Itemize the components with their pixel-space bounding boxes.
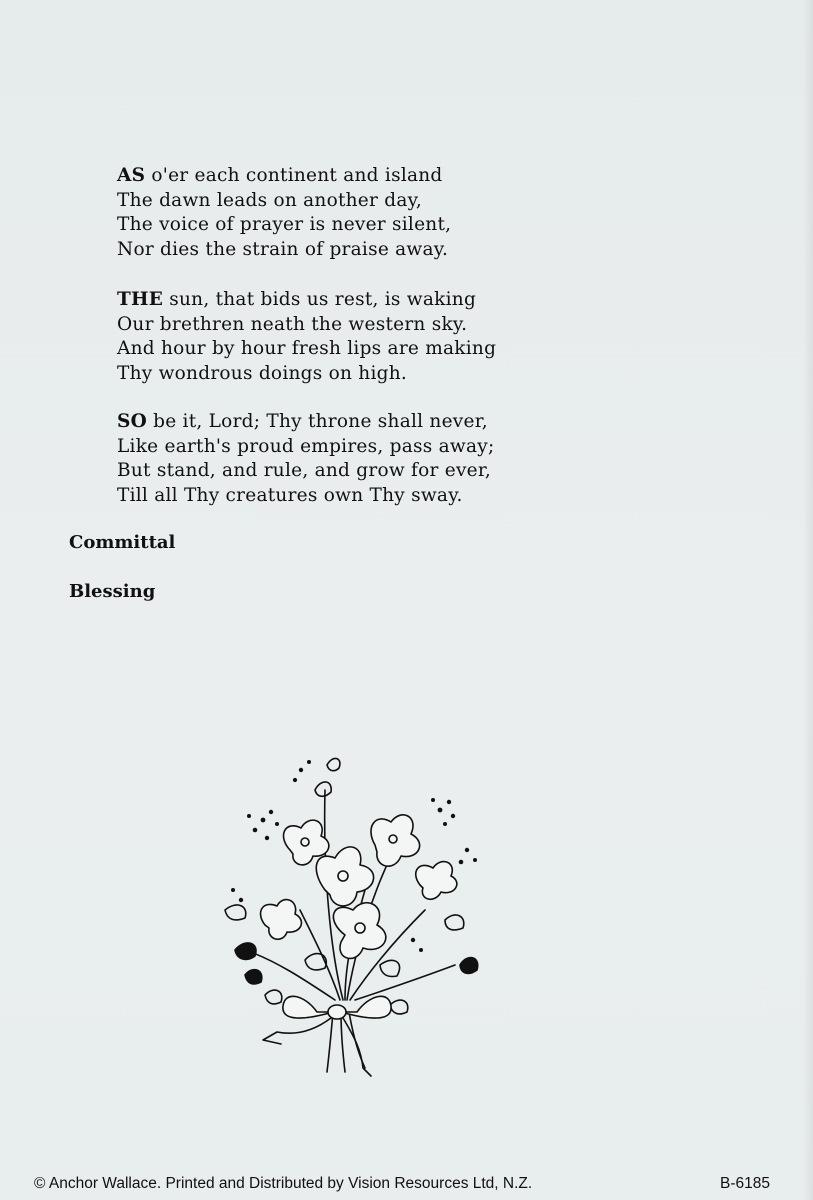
- hymn-stanza-3: [117, 410, 494, 508]
- committal-heading: Committal: [69, 532, 176, 553]
- stanza-2-line-1: [117, 288, 496, 313]
- stanza-3-line-1: [117, 410, 494, 435]
- stanza-2-line-2: Our brethren neath the western sky.: [117, 313, 468, 335]
- hymn-stanza-2: [117, 288, 496, 386]
- stanza-1-line-2: The dawn leads on another day,: [117, 189, 422, 211]
- stanza-1-line-1-text: o'er each continent and island: [145, 165, 443, 186]
- stanza-3-line-2: Like earth's proud empires, pass away;: [117, 435, 495, 457]
- stanza-2-line-4: Thy wondrous doings on high.: [117, 362, 408, 384]
- stanza-1-line-1: [117, 164, 451, 189]
- stanza-2-lead-word: THE: [117, 289, 164, 310]
- page-edge-shadow: [803, 0, 813, 1200]
- stanza-1-line-3: The voice of prayer is never silent,: [117, 214, 452, 236]
- stanza-1-line-4: Nor dies the strain of praise away.: [117, 238, 449, 260]
- product-code: B-6185: [720, 1175, 770, 1192]
- stanza-2-line-1-text: sun, that bids us rest, is waking: [163, 289, 477, 310]
- stanza-1-lead-word: AS: [117, 165, 146, 186]
- stanza-3-line-1-text: be it, Lord; Thy throne shall never,: [146, 411, 488, 432]
- stanza-3-line-3: But stand, and rule, and grow for ever,: [117, 460, 492, 482]
- flower-bouquet-icon: [205, 750, 490, 1080]
- blessing-heading: Blessing: [69, 581, 156, 602]
- copyright-text: © Anchor Wallace. Printed and Distributed by Vision Resources Ltd, N.Z.: [34, 1175, 533, 1192]
- stanza-3-lead-word: SO: [117, 411, 147, 432]
- stanza-2-line-3: And hour by hour fresh lips are making: [117, 338, 497, 360]
- hymn-stanza-1: [117, 164, 451, 262]
- footer: [34, 1175, 770, 1193]
- stanza-3-line-4: Till all Thy creatures own Thy sway.: [117, 484, 463, 506]
